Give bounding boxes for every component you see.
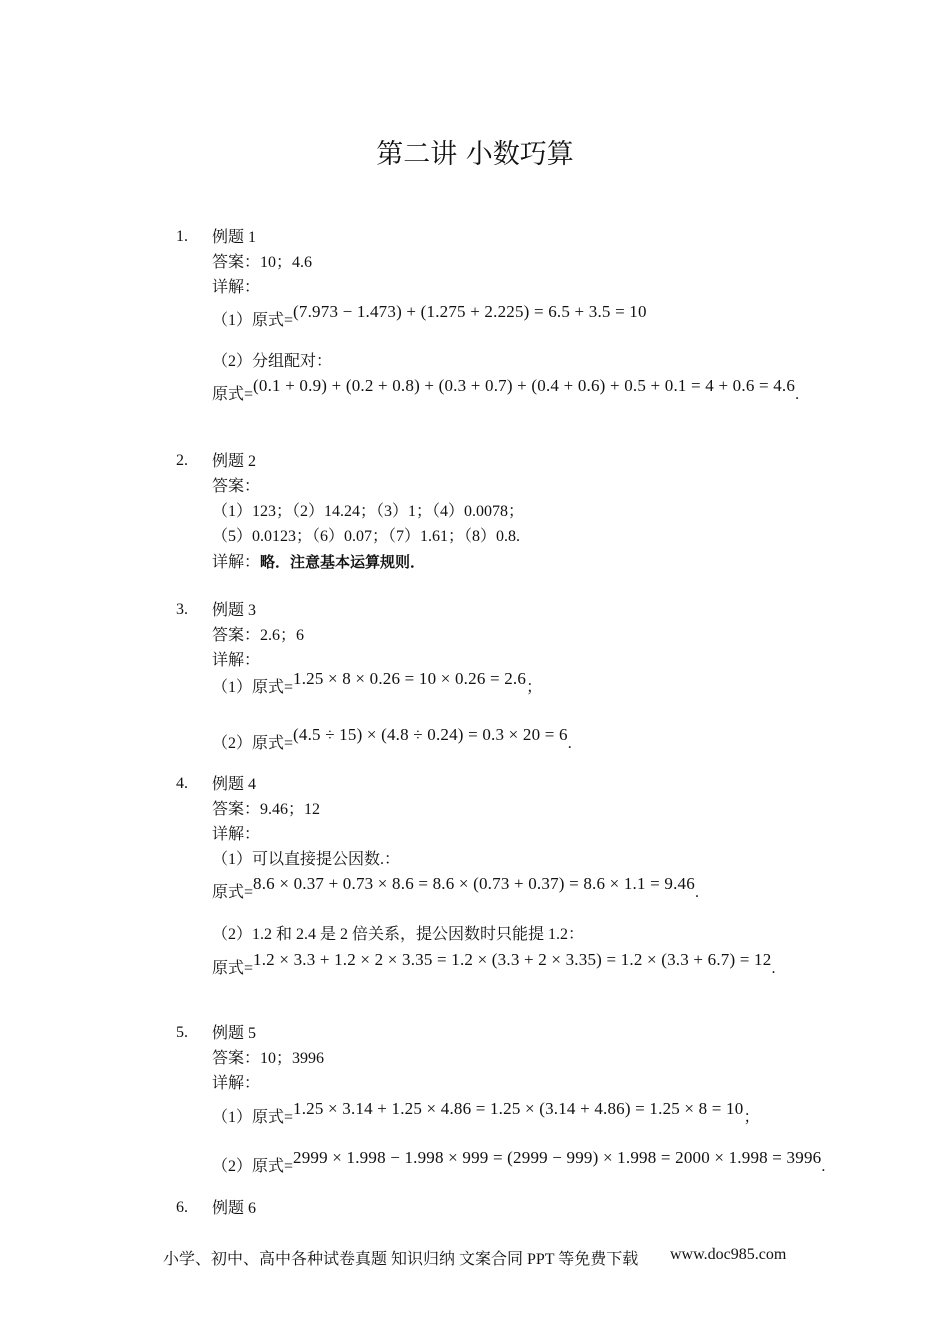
solution-line <box>212 302 647 331</box>
detail-label: 详解： <box>212 826 261 843</box>
math-expression: 8.6 × 0.37 + 0.73 × 8.6 = 8.6 × (0.73 + 0.37) = 8.6 × 1.1 = 9.46 <box>253 874 695 893</box>
item-number: 1. <box>176 228 188 245</box>
line-end: . <box>694 884 699 901</box>
detail-line <box>212 552 425 573</box>
solution-prefix: （1）原式= <box>212 312 294 329</box>
line-end: . <box>821 1158 826 1175</box>
item-number: 2. <box>176 452 188 469</box>
example-label: 例题 1 <box>212 229 257 246</box>
line-end: ； <box>526 679 543 696</box>
solution-prefix: （1）原式= <box>212 1109 294 1126</box>
math-expression: 2999 × 1.998 − 1.998 × 999 = (2999 − 999) × 1.998 = 2000 × 1.998 = 3996 <box>293 1148 822 1167</box>
example-label: 例题 2 <box>212 453 257 470</box>
solution-line <box>212 950 776 979</box>
solution-line <box>212 725 572 754</box>
answer-line: 答案：10；3996 <box>212 1050 325 1067</box>
line-end: . <box>771 960 776 977</box>
solution-line <box>212 1148 826 1177</box>
answer-row: （5）0.0123；（6）0.07；（7）1.61；（8）0.8. <box>212 528 521 545</box>
answer-line: 答案： <box>212 478 261 495</box>
answer-line: 答案：2.6；6 <box>212 627 305 644</box>
solution-line <box>212 376 800 405</box>
solution-prefix: 原式= <box>212 960 254 977</box>
footer-text: 小学、初中、高中各种试卷真题 知识归纳 文案合同 PPT 等免费下载 <box>163 1251 639 1268</box>
detail-label: 详解： <box>212 1075 261 1092</box>
math-expression: (4.5 ÷ 15) × (4.8 ÷ 0.24) = 0.3 × 20 = 6 <box>293 725 568 744</box>
answer-line: 答案：9.46；12 <box>212 801 321 818</box>
math-expression: 1.25 × 8 × 0.26 = 10 × 0.26 = 2.6 <box>293 669 527 688</box>
example-label: 例题 3 <box>212 602 257 619</box>
solution-line <box>212 874 699 903</box>
item-number: 4. <box>176 775 188 792</box>
item-number: 3. <box>176 601 188 618</box>
line-end: . <box>795 386 800 403</box>
math-expression: 1.2 × 3.3 + 1.2 × 2 × 3.35 = 1.2 × (3.3 + 2 × 3.35) = 1.2 × (3.3 + 6.7) = 12 <box>253 950 772 969</box>
solution-prefix: 原式= <box>212 884 254 901</box>
detail-label: 详解： <box>212 554 261 571</box>
solution-prefix: （1）原式= <box>212 679 294 696</box>
example-label: 例题 6 <box>212 1200 257 1217</box>
footer-site-link[interactable]: www.doc985.com <box>670 1246 787 1263</box>
example-label: 例题 4 <box>212 776 257 793</box>
solution-line <box>212 669 543 698</box>
example-label: 例题 5 <box>212 1025 257 1042</box>
item-number: 6. <box>176 1199 188 1216</box>
line-end: ； <box>743 1109 760 1126</box>
solution-prefix: （2）原式= <box>212 735 294 752</box>
line-end: . <box>567 735 572 752</box>
page-footer <box>163 1246 787 1269</box>
math-expression: (7.973 − 1.473) + (1.275 + 2.225) = 6.5 + 3.5 = 10 <box>293 302 647 321</box>
item-number: 5. <box>176 1024 188 1041</box>
detail-text: 略．注意基本运算规则． <box>260 553 426 571</box>
solution-prefix: （2）原式= <box>212 1158 294 1175</box>
page-title: 第二讲 小数巧算 <box>376 139 574 170</box>
answer-row: （1）123；（2）14.24；（3）1；（4）0.0078； <box>212 503 525 520</box>
solution-prefix: 原式= <box>212 386 254 403</box>
answer-line: 答案：10；4.6 <box>212 254 313 271</box>
math-expression: 1.25 × 3.14 + 1.25 × 4.86 = 1.25 × (3.14 + 4.86) = 1.25 × 8 = 10 <box>293 1099 744 1118</box>
solution-label: （2）分组配对： <box>212 353 333 370</box>
math-expression: (0.1 + 0.9) + (0.2 + 0.8) + (0.3 + 0.7) + (0.4 + 0.6) + 0.5 + 0.1 = 4 + 0.6 = 4.6 <box>253 376 796 395</box>
detail-label: 详解： <box>212 279 261 296</box>
solution-line <box>212 1099 760 1128</box>
solution-label: （2）1.2 和 2.4 是 2 倍关系，提公因数时只能提 1.2： <box>212 926 585 943</box>
solution-label: （1）可以直接提公因数.： <box>212 851 401 868</box>
detail-label: 详解： <box>212 652 261 669</box>
